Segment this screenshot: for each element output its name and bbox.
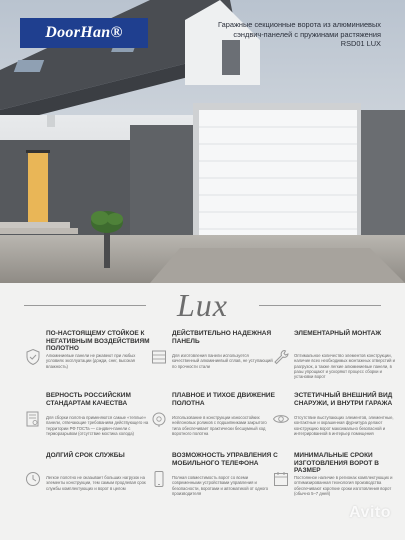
feature-text: Для сборки полотна применяются самые «теплые» панели, отвечающие требованиям действующего на территории РФ ГОСТа — сэндвич-панели с терморазрывом (отсутствие мостика холода) <box>46 415 149 436</box>
feature-item <box>24 452 150 516</box>
feature-title: ЭЛЕМЕНТАРНЫЙ МОНТАЖ <box>294 330 382 337</box>
feature-item <box>272 330 398 394</box>
certificate-icon <box>24 410 42 428</box>
feature-item <box>150 392 276 456</box>
feature-title: ЭСТЕТИЧНЫЙ ВНЕШНИЙ ВИД СНАРУЖИ, И ВНУТРИ ГАРАЖА <box>294 392 393 407</box>
divider-left <box>24 305 146 306</box>
feature-title: ВЕРНОСТЬ РОССИЙСКИМ СТАНДАРТАМ КАЧЕСТВА <box>46 392 131 407</box>
feature-item <box>150 330 276 394</box>
feature-text: Отсутствие выступающих элементов, элементные, контактные и окрашенная фурнитура делают конструкцию ворот максимально безопасной и интегрированной в интерьер помещения <box>294 415 394 436</box>
logo-text: DoorHan® <box>45 24 123 41</box>
eye-icon <box>272 410 290 428</box>
features-grid <box>0 330 405 540</box>
calendar-icon <box>272 470 290 488</box>
wrench-icon <box>272 348 290 366</box>
phone-icon <box>150 470 168 488</box>
feature-title: ДОЛГИЙ СРОК СЛУЖБЫ <box>46 452 125 459</box>
roller-icon <box>150 410 168 428</box>
doorhan-logo <box>20 18 148 48</box>
panel-icon <box>150 348 168 366</box>
feature-text: Алюминиевые панели не ржавеют при любых условиях эксплуатации (дожди, снег, высокая влажность) <box>46 353 136 369</box>
feature-title: ДЕЙСТВИТЕЛЬНО НАДЕЖНАЯ ПАНЕЛЬ <box>172 330 272 345</box>
avito-watermark: Avito <box>349 504 391 521</box>
feature-text: Полная совместимость ворот со всеми современными устройствами управления и безопасности, воротами и автоматикой от одного производителя <box>172 475 269 496</box>
feature-item <box>24 330 150 394</box>
product-title: Гаражные секционные ворота из алюминиевых сэндвич-панелей с пружинами растяжения RSD01 LUX <box>218 20 381 49</box>
feature-item <box>272 392 398 456</box>
feature-item <box>150 452 276 516</box>
feature-title: ПО-НАСТОЯЩЕМУ СТОЙКОЕ К НЕГАТИВНЫМ ВОЗДЕЙСТВИЯМ ПОЛОТНО <box>46 330 150 353</box>
feature-title: ВОЗМОЖНОСТЬ УПРАВЛЕНИЯ С МОБИЛЬНОГО ТЕЛЕФОНА <box>172 452 278 467</box>
feature-title: ПЛАВНОЕ И ТИХОЕ ДВИЖЕНИЕ ПОЛОТНА <box>172 392 275 407</box>
feature-text: Постоянное наличие в регионах комплектующих и оптимизированная технология производства обеспечивают короткие сроки изготовления ворот (обычно 5–7 дней) <box>294 475 393 496</box>
divider-right <box>259 305 381 306</box>
feature-text: Для изготовления панели используется качественный алюминиевый сплав, не уступающий по прочности стали <box>172 353 273 369</box>
feature-item <box>24 392 150 456</box>
feature-text: Использование в конструкции износостойких нейлоновых роликов с подшипниками закрытого типа обеспечивает практически бесшумный ход воротного полотна <box>172 415 267 436</box>
series-name: Lux <box>177 287 228 323</box>
feature-title: МИНИМАЛЬНЫЕ СРОКИ ИЗГОТОВЛЕНИЯ ВОРОТ В РАЗМЕР <box>294 452 379 475</box>
series-logo <box>0 288 405 322</box>
shield-icon <box>24 348 42 366</box>
garage-door <box>199 110 357 248</box>
clock-icon <box>24 470 42 488</box>
feature-text: Оптимальное количество элементов конструкции, наличие всех необходимых монтажных отверстий и разгрузок, а также легкие алюминиевые панели, в разы упрощают и ускоряют процесс сборки и установки ворот <box>294 353 395 380</box>
feature-text: Легкое полотно не оказывает больших нагрузок на элементы конструкции, тем самым продлевая срок службы комплектующих и ворот в целом <box>46 475 146 491</box>
